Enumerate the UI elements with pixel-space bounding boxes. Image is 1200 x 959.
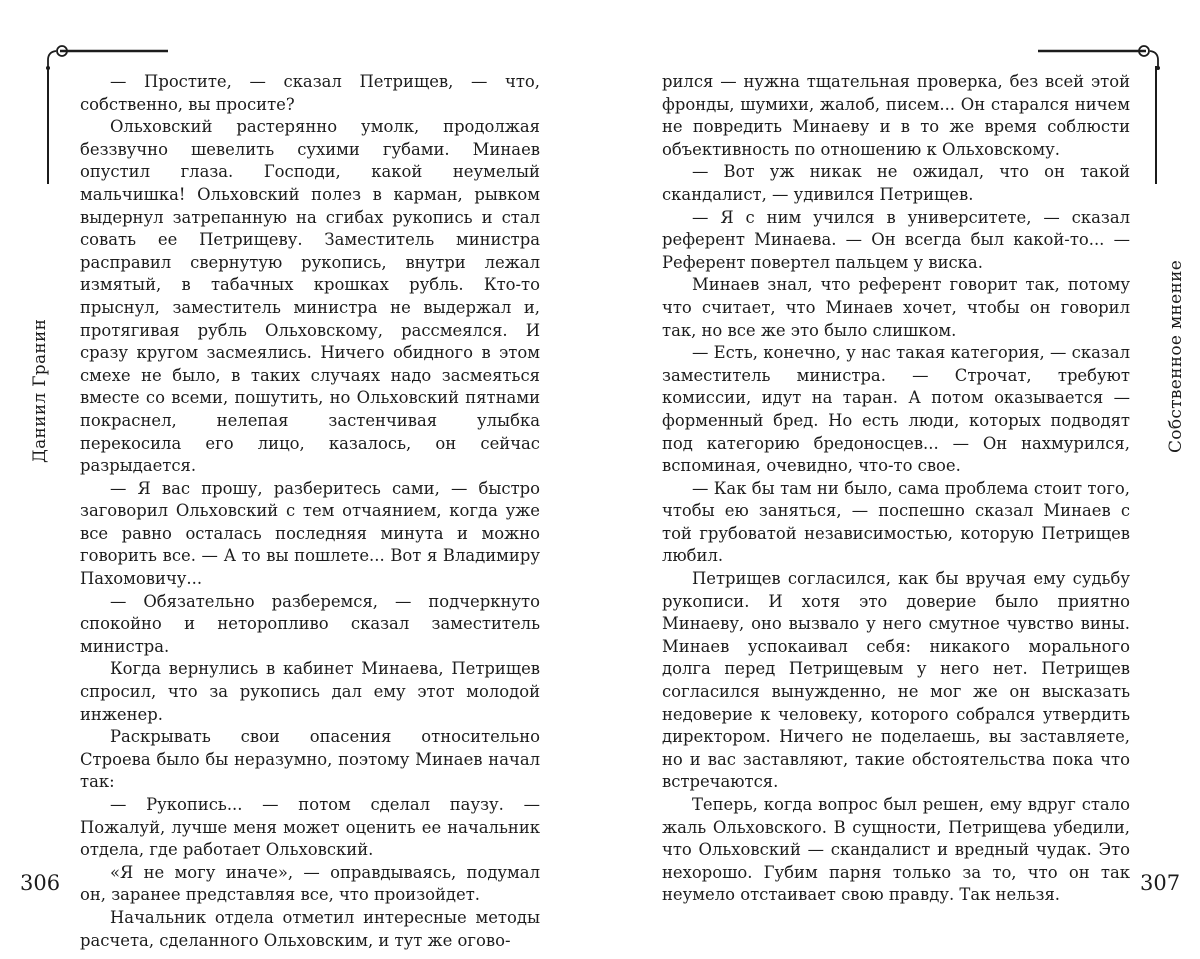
running-head-author — [30, 205, 52, 465]
paragraph: — Вот уж никак не ожидал, что он такой скандалист, — удивился Петрищев. — [662, 162, 1130, 204]
continued-paragraph: рился — нужна тщательная проверка, без всей этой фронды, шумихи, жалоб, писем... Он старался ничем не повредить Минаеву и в то же время соблюсти объективность по отношению к Ольховскому. — [662, 72, 1130, 159]
paragraph: Петрищев согласился, как бы вручая ему судьбу рукописи. И хотя это доверие было приятно Минаеву, оно вызвало у него смутное чувство вины. Минаев успокаивал себя: никакого морального долга перед Петрищевым у него нет. Петрищев согласился вынужденно, не мог же он высказать недоверие к человеку, которого собрался утвердить директором. Ничего не поделаешь, вы заставляете, но и вас заставляют, такие обстоятельства пока что встречаются. — [662, 569, 1130, 792]
paragraph: — Рукопись... — потом сделал паузу. — Пожалуй, лучше меня может оценить ее начальник отдела, где работает Ольховский. — [80, 795, 540, 860]
left-rule-graphic — [45, 66, 51, 186]
paragraph: «Я не могу иначе», — оправдываясь, подумал он, заранее представляя все, что произойдет. — [80, 862, 540, 905]
paragraph: — Я вас прошу, разберитесь сами, — быстро заговорил Ольховский с тем отчаянием, когда уже все равно осталась последняя минута и можно говорить все. — А то вы пошлете... Вот я Владимиру Пахомовичу... — [80, 478, 540, 589]
left-header-ornament — [40, 38, 170, 70]
page-number-right: 307 — [1140, 871, 1181, 895]
paragraph: Когда вернулись в кабинет Минаева, Петрищев спросил, что за рукопись дал ему этот молодой инженер. — [80, 659, 540, 724]
left-ornament-graphic — [40, 38, 170, 70]
running-head-title — [1166, 205, 1188, 455]
author-name: Даниил Гранин — [30, 318, 50, 463]
paragraph: — Есть, конечно, у нас такая категория, — сказал заместитель министра. — Строчат, требуют комиссии, идут на таран. А потом оказывается — форменный бред. Но есть люди, которых подводят под категорию бредоносцев... — Он нахмурился, вспоминая, очевидно, что-то свое. — [662, 343, 1130, 476]
paragraph: — Как бы там ни было, сама проблема стоит того, чтобы ею заняться, — поспешно сказал Минаев с той грубоватой независимостью, которую Петрищев любил. — [662, 478, 1130, 566]
right-vertical-rule — [1153, 66, 1159, 186]
right-header-ornament — [1036, 38, 1166, 70]
paragraph: Ольховский растерянно умолк, продолжая беззвучно шевелить сухими губами. Минаев опустил глаза. Господи, какой неумелый мальчишка! Ольховский полез в карман, рывком выдернул затрепанную на сгибах рукопись и стал совать ее Петрищеву. Заместитель министра расправил свернутую рукопись, внутри лежал измятый, в табачных крошках рубль. Кто-то прыснул, заместитель министра не выдержал и, протягивая рубль Ольховскому, рассмеялся. И сразу кругом засмеялись. Ничего обидного в этом смехе не было, в таких случаях надо засмеяться вместе со всеми, пошутить, но Ольховский пятнами покраснел, нелепая застенчивая улыбка перекосила его лицо, казалось, он сейчас разрыдается. — [80, 117, 540, 476]
paragraph: Начальник отдела отметил интересные методы расчета, сделанного Ольховским, и тут же огово- — [80, 907, 540, 950]
paragraph: — Обязательно разберемся, — подчеркнуто спокойно и неторопливо сказал заместитель министра. — [80, 591, 540, 656]
book-title: Собственное мнение — [1166, 259, 1186, 453]
page-number-left: 306 — [20, 871, 61, 895]
paragraph: Теперь, когда вопрос был решен, ему вдруг стало жаль Ольховского. В сущности, Петрищева убедили, что Ольховский — скандалист и вредный чудак. Это нехорошо. Губим парня только за то, что он так неумело отстаивает свою правду. Так нельзя. — [662, 795, 1130, 905]
paragraph: Минаев знал, что референт говорит так, потому что считает, что Минаев хочет, чтобы он говорил так, но все же это было слишком. — [662, 275, 1130, 340]
paragraph: Раскрывать свои опасения относительно Строева было бы неразумно, поэтому Минаев начал так: — [80, 727, 540, 792]
right-rule-graphic — [1153, 66, 1159, 186]
paragraph: — Простите, — сказал Петрищев, — что, собственно, вы просите? — [80, 72, 540, 114]
right-ornament-graphic — [1036, 38, 1166, 70]
left-vertical-rule — [45, 66, 51, 186]
paragraph: — Я с ним учился в университете, — сказал референт Минаева. — Он всегда был какой-то... — Референт повертел пальцем у виска. — [662, 207, 1130, 272]
left-page-text — [80, 71, 540, 952]
right-page-text — [662, 71, 1130, 907]
